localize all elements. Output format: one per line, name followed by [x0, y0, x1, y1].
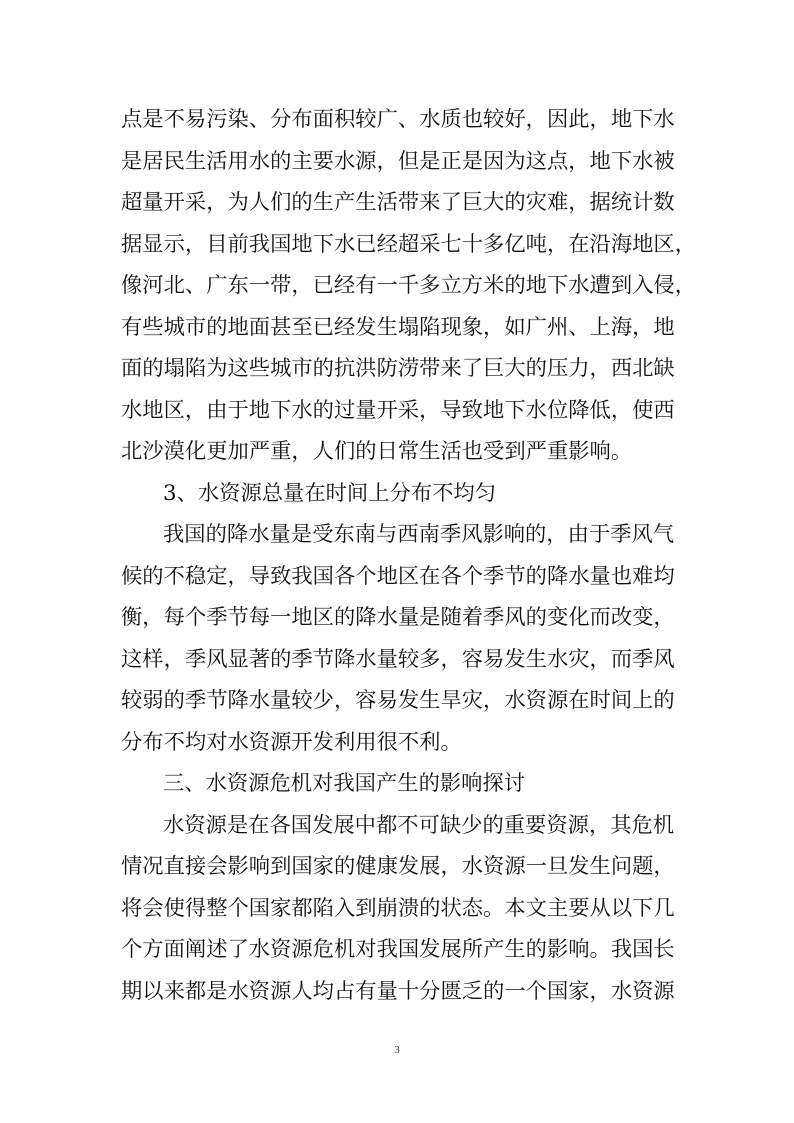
text-line: 分布不均对水资源开发利用很不利。 [121, 729, 462, 755]
text-line: 北沙漠化更加严重，人们的日常生活也受到严重影响。 [121, 439, 633, 464]
text-line: 这样，季风显著的季节降水量较多，容易发生水灾，而季风 [121, 646, 675, 672]
text-line: 衡，每个季节每一地区的降水量是随着季风的变化而改变， [121, 605, 675, 630]
text-line: 情况直接会影响到国家的健康发展，水资源一旦发生问题， [121, 854, 675, 879]
section-heading: 三、水资源危机对我国产生的影响探讨 [163, 771, 526, 796]
text-line: 个方面阐述了水资源危机对我国发展所产生的影响。我国长 [121, 937, 675, 962]
text-line: 水地区，由于地下水的过量开采，导致地下水位降低，使西 [121, 397, 675, 423]
text-line: 面的塌陷为这些城市的抗洪防涝带来了巨大的压力，西北缺 [121, 356, 675, 381]
paragraph-first-line: 水资源是在各国发展中都不可缺少的重要资源，其危机 [163, 812, 675, 838]
text-line: 点是不易污染、分布面积较广、水质也较好，因此，地下水 [121, 107, 675, 132]
paragraph-first-line: 我国的降水量是受东南与西南季风影响的，由于季风气 [163, 522, 675, 547]
text-line: 像河北、广东一带，已经有一千多立方米的地下水遭到入侵， [121, 273, 697, 298]
text-line: 有些城市的地面甚至已经发生塌陷现象，如广州、上海，地 [121, 314, 675, 340]
text-line: 超量开采，为人们的生产生活带来了巨大的灾难，据统计数 [121, 190, 675, 215]
text-line: 期以来都是水资源人均占有量十分匮乏的一个国家，水资源 [121, 978, 675, 1004]
text-line: 较弱的季节降水量较少，容易发生旱灾，水资源在时间上的 [121, 688, 675, 713]
section-heading: 3、水资源总量在时间上分布不均匀 [163, 480, 497, 506]
body-text [121, 99, 697, 1012]
page-number: 3 [394, 1044, 400, 1056]
text-line: 将会使得整个国家都陷入到崩溃的状态。本文主要从以下几 [121, 895, 675, 921]
text-line: 据显示，目前我国地下水已经超采七十多亿吨，在沿海地区， [121, 231, 697, 257]
text-line: 候的不稳定，导致我国各个地区在各个季节的降水量也难均 [121, 563, 675, 589]
text-line: 是居民生活用水的主要水源，但是正是因为这点，地下水被 [121, 148, 675, 174]
